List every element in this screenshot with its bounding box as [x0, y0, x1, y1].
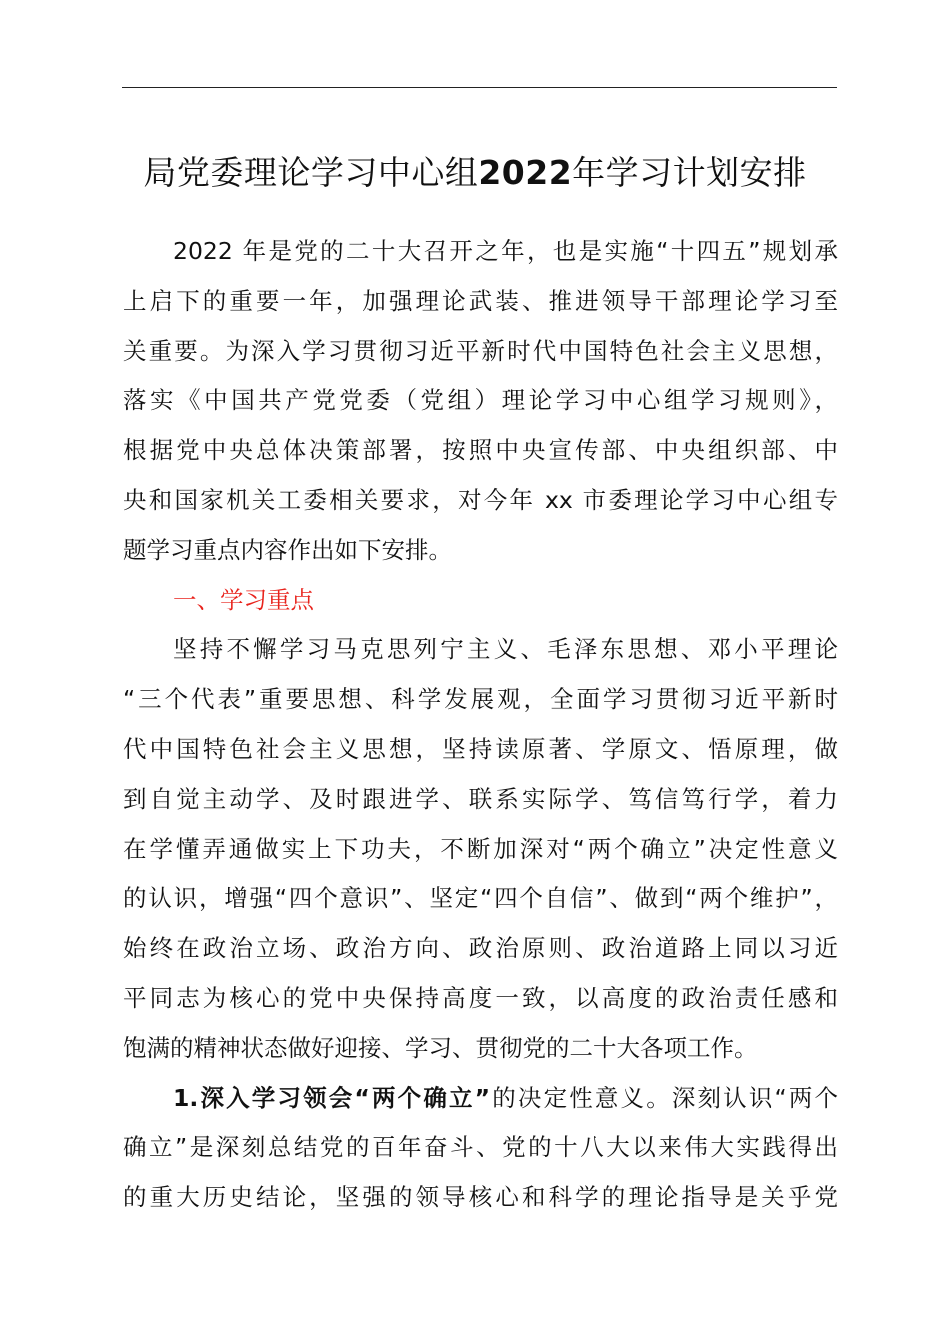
paragraph-line: 饱满的精神状态做好迎接、学习、贯彻党的二十大各项工作。 [123, 1033, 758, 1062]
item-1-heading: 1.深入学习领会“两个确立” [173, 1083, 491, 1112]
paragraph-line: 2022 年是党的二十大召开之年，也是实施“十四五”规划承 [173, 237, 838, 265]
header-rule [122, 87, 837, 88]
item-1-text: 的决定性意义。深刻认识“两个 [490, 1083, 838, 1112]
paragraph-line: 根据党中央总体决策部署，按照中央宣传部、中央组织部、中 [123, 436, 838, 465]
paragraph-line: 坚持不懈学习马克思列宁主义、毛泽东思想、邓小平理论 [173, 635, 838, 664]
title-prefix: 局党委理论学习中心组 [143, 153, 479, 192]
paragraph-line: “三个代表”重要思想、科学发展观，全面学习贯彻习近平新时 [123, 685, 838, 714]
paragraph-line: 到自觉主动学、及时跟进学、联系实际学、笃信笃行学，着力 [123, 784, 838, 813]
paragraph-line: 在学懂弄通做实上下功夫，不断加深对“两个确立”决定性意义 [123, 834, 838, 863]
document-body [123, 227, 838, 1223]
title-year: 2022 [478, 153, 573, 192]
intro-paragraph [123, 227, 838, 576]
study-focus-paragraph [123, 625, 838, 1073]
paragraph-line: 平同志为核心的党中央保持高度一致，以高度的政治责任感和 [123, 983, 838, 1012]
paragraph-line: 央和国家机关工委相关要求，对今年 xx 市委理论学习中心组专 [123, 485, 838, 514]
paragraph-line: 题学习重点内容作出如下安排。 [123, 535, 452, 564]
paragraph-line: 始终在政治立场、政治方向、政治原则、政治道路上同以习近 [123, 934, 838, 963]
paragraph-line: 代中国特色社会主义思想，坚持读原著、学原文、悟原理，做 [123, 734, 838, 763]
paragraph-line: 的重大历史结论，坚强的领导核心和科学的理论指导是关乎党 [123, 1183, 838, 1212]
item-1-paragraph [123, 1074, 838, 1223]
paragraph-line: 的认识，增强“四个意识”、坚定“四个自信”、做到“两个维护”， [123, 884, 838, 913]
paragraph-line: 确立”是深刻总结党的百年奋斗、党的十八大以来伟大实践得出 [123, 1133, 838, 1162]
paragraph-line: 上启下的重要一年，加强理论武装、推进领导干部理论学习至 [123, 286, 838, 315]
section-heading: 一、学习重点 [173, 585, 314, 614]
paragraph-line: 落实《中国共产党党委（党组）理论学习中心组学习规则》， [123, 386, 838, 415]
item-1-first-line [123, 1074, 838, 1124]
title-suffix: 年学习计划安排 [572, 153, 807, 192]
document-title [100, 148, 850, 198]
paragraph-line: 关重要。为深入学习贯彻习近平新时代中国特色社会主义思想， [123, 336, 838, 365]
